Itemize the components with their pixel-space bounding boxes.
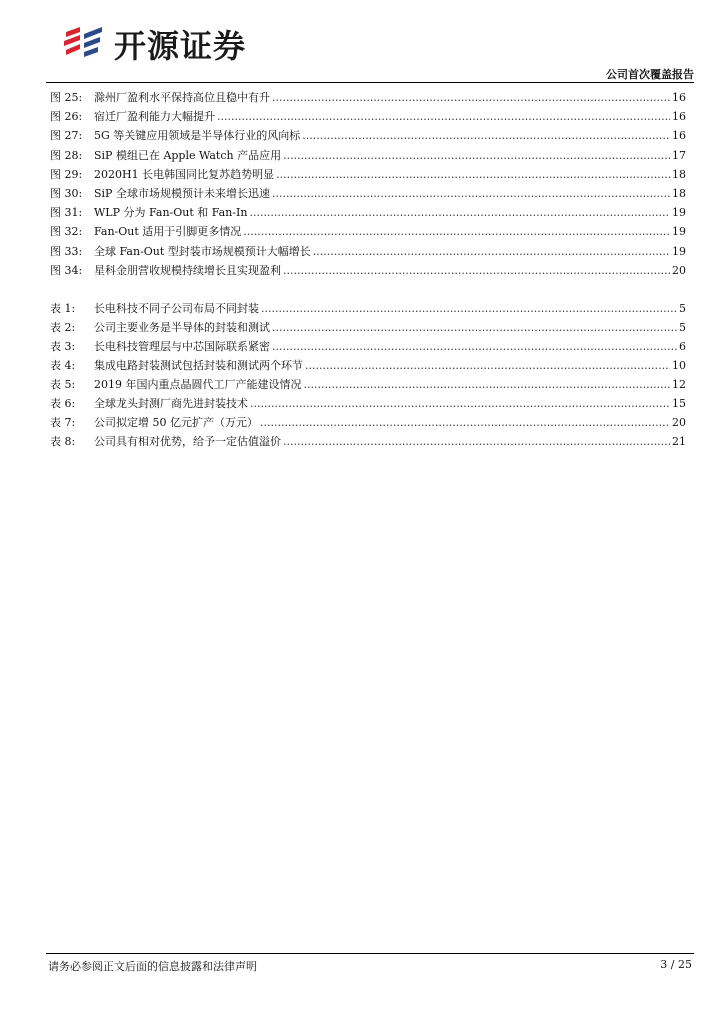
toc-entry-number: 表 4: — [50, 359, 76, 372]
toc-entry-page: 6 — [679, 340, 686, 353]
brand-name: 开源证券 — [114, 27, 247, 65]
toc-entry-title[interactable]: SiP 全球市场规模预计未来增长迅速 — [94, 186, 270, 200]
toc-entry[interactable] — [50, 357, 686, 376]
toc-entry-page: 17 — [672, 148, 686, 162]
dot-leader — [272, 91, 670, 104]
toc-entry[interactable] — [50, 147, 686, 166]
toc-entry-title[interactable]: Fan-Out 适用于引脚更多情况 — [94, 225, 242, 239]
toc-entry-page: 16 — [672, 129, 686, 143]
toc-entry[interactable] — [50, 433, 686, 452]
toc-entry-number: 图 33: — [50, 244, 83, 258]
toc-entry-number: 图 27: — [50, 129, 83, 143]
toc-entry-page: 19 — [672, 225, 686, 239]
toc-entry-number: 表 3: — [50, 340, 76, 353]
toc-entry-number: 图 31: — [50, 206, 83, 220]
toc-entry-number: 图 32: — [50, 225, 83, 239]
dot-leader — [276, 168, 670, 181]
toc-entry[interactable] — [50, 376, 686, 395]
toc-entry-number: 表 1: — [50, 302, 76, 315]
toc-entry-page: 16 — [672, 110, 686, 124]
toc-entry-page: 16 — [672, 91, 686, 104]
toc-entry-page: 10 — [672, 359, 686, 372]
toc-entry-title[interactable]: 宿迁厂盈利能力大幅提升 — [94, 110, 215, 124]
toc-entry-title[interactable]: 公司具有相对优势，给予一定估值溢价 — [94, 435, 281, 448]
toc-entry[interactable] — [50, 108, 686, 127]
footer-divider — [46, 953, 694, 954]
toc-entry-title[interactable]: 2019 年国内重点晶圆代工厂产能建设情况 — [94, 378, 302, 391]
dot-leader — [283, 149, 670, 162]
toc-entry-number: 图 28: — [50, 148, 83, 162]
toc-entry-number: 图 25: — [50, 91, 83, 104]
toc-entry-page: 18 — [672, 167, 686, 181]
toc-entry[interactable] — [50, 243, 686, 262]
toc-entry-number: 图 30: — [50, 186, 83, 200]
dot-leader — [272, 187, 670, 200]
toc-entry-title[interactable]: 2020H1 长电韩国同比复苏趋势明显 — [94, 167, 275, 181]
dot-leader — [283, 264, 670, 277]
toc-entry-number: 表 2: — [50, 321, 76, 334]
toc-entry-page: 18 — [672, 186, 686, 200]
toc-entry[interactable] — [50, 89, 686, 108]
dot-leader — [217, 110, 670, 123]
toc-entry[interactable] — [50, 127, 686, 146]
toc-entry[interactable] — [50, 166, 686, 185]
toc-entry-title[interactable]: 公司主要业务是半导体的封装和测试 — [94, 321, 270, 334]
dot-leader — [313, 245, 670, 258]
toc-entry-number: 表 6: — [50, 397, 76, 410]
dot-leader — [260, 416, 670, 429]
toc-entry[interactable] — [50, 185, 686, 204]
toc-entry-title[interactable]: 全球龙头封测厂商先进封装技术 — [94, 397, 248, 410]
dot-leader — [272, 340, 677, 353]
toc-entry-title[interactable]: 滁州厂盈利水平保持高位且稳中有升 — [94, 91, 270, 104]
toc-entry[interactable] — [50, 414, 686, 433]
toc-entry-page: 5 — [679, 302, 686, 315]
toc-entry[interactable] — [50, 319, 686, 338]
toc-entry[interactable] — [50, 204, 686, 223]
toc-entry-page: 15 — [672, 397, 686, 410]
toc-entry-page: 21 — [672, 435, 686, 448]
toc-entry-title[interactable]: SiP 模组已在 Apple Watch 产品应用 — [94, 148, 282, 162]
toc-entry[interactable] — [50, 223, 686, 242]
dot-leader — [272, 321, 677, 334]
dot-leader — [250, 397, 670, 410]
table-index — [50, 300, 686, 452]
toc-entry-number: 表 5: — [50, 378, 76, 391]
dot-leader — [243, 225, 670, 238]
dot-leader — [304, 378, 671, 391]
toc-entry-page: 19 — [672, 244, 686, 258]
dot-leader — [302, 129, 670, 142]
header-divider — [46, 82, 694, 83]
toc-entry-title[interactable]: 公司拟定增 50 亿元扩产（万元） — [94, 416, 258, 429]
dot-leader — [249, 206, 670, 219]
dot-leader — [305, 359, 670, 372]
toc-entry-page: 19 — [672, 206, 686, 220]
toc-entry-number: 表 7: — [50, 416, 76, 429]
toc-entry-title[interactable]: 全球 Fan-Out 型封装市场规模预计大幅增长 — [94, 244, 311, 258]
toc-entry-title[interactable]: 集成电路封装测试包括封装和测试两个环节 — [94, 359, 303, 372]
figure-index — [50, 89, 686, 281]
toc-entry-title[interactable]: 长电科技不同子公司布局不同封装 — [94, 302, 259, 315]
toc-entry-number: 图 29: — [50, 167, 83, 181]
toc-entry[interactable] — [50, 262, 686, 281]
toc-entry-title[interactable]: 长电科技管理层与中芯国际联系紧密 — [94, 340, 270, 353]
brand-logo — [62, 24, 246, 64]
toc-entry[interactable] — [50, 338, 686, 357]
toc-entry-number: 表 8: — [50, 435, 76, 448]
toc-entry-page: 20 — [672, 263, 686, 277]
toc-entry-page: 5 — [679, 321, 686, 334]
page-indicator: 3 / 25 — [660, 958, 692, 971]
toc-entry-number: 图 34: — [50, 263, 83, 277]
footer-disclaimer: 请务必参阅正文后面的信息披露和法律声明 — [48, 960, 257, 973]
toc-entry-page: 12 — [672, 378, 686, 391]
toc-entry-page: 20 — [672, 416, 686, 429]
toc-entry[interactable] — [50, 395, 686, 414]
report-type-label: 公司首次覆盖报告 — [606, 68, 694, 81]
logo-mark-icon — [62, 24, 106, 64]
toc-entry-title[interactable]: 5G 等关键应用领域是半导体行业的风向标 — [94, 129, 301, 143]
toc-entry-title[interactable]: WLP 分为 Fan-Out 和 Fan-In — [94, 206, 248, 220]
toc-entry[interactable] — [50, 300, 686, 319]
toc-entry-number: 图 26: — [50, 110, 83, 124]
toc-entry-title[interactable]: 星科金朋营收规模持续增长且实现盈利 — [94, 263, 281, 277]
dot-leader — [283, 435, 670, 448]
dot-leader — [261, 302, 677, 315]
